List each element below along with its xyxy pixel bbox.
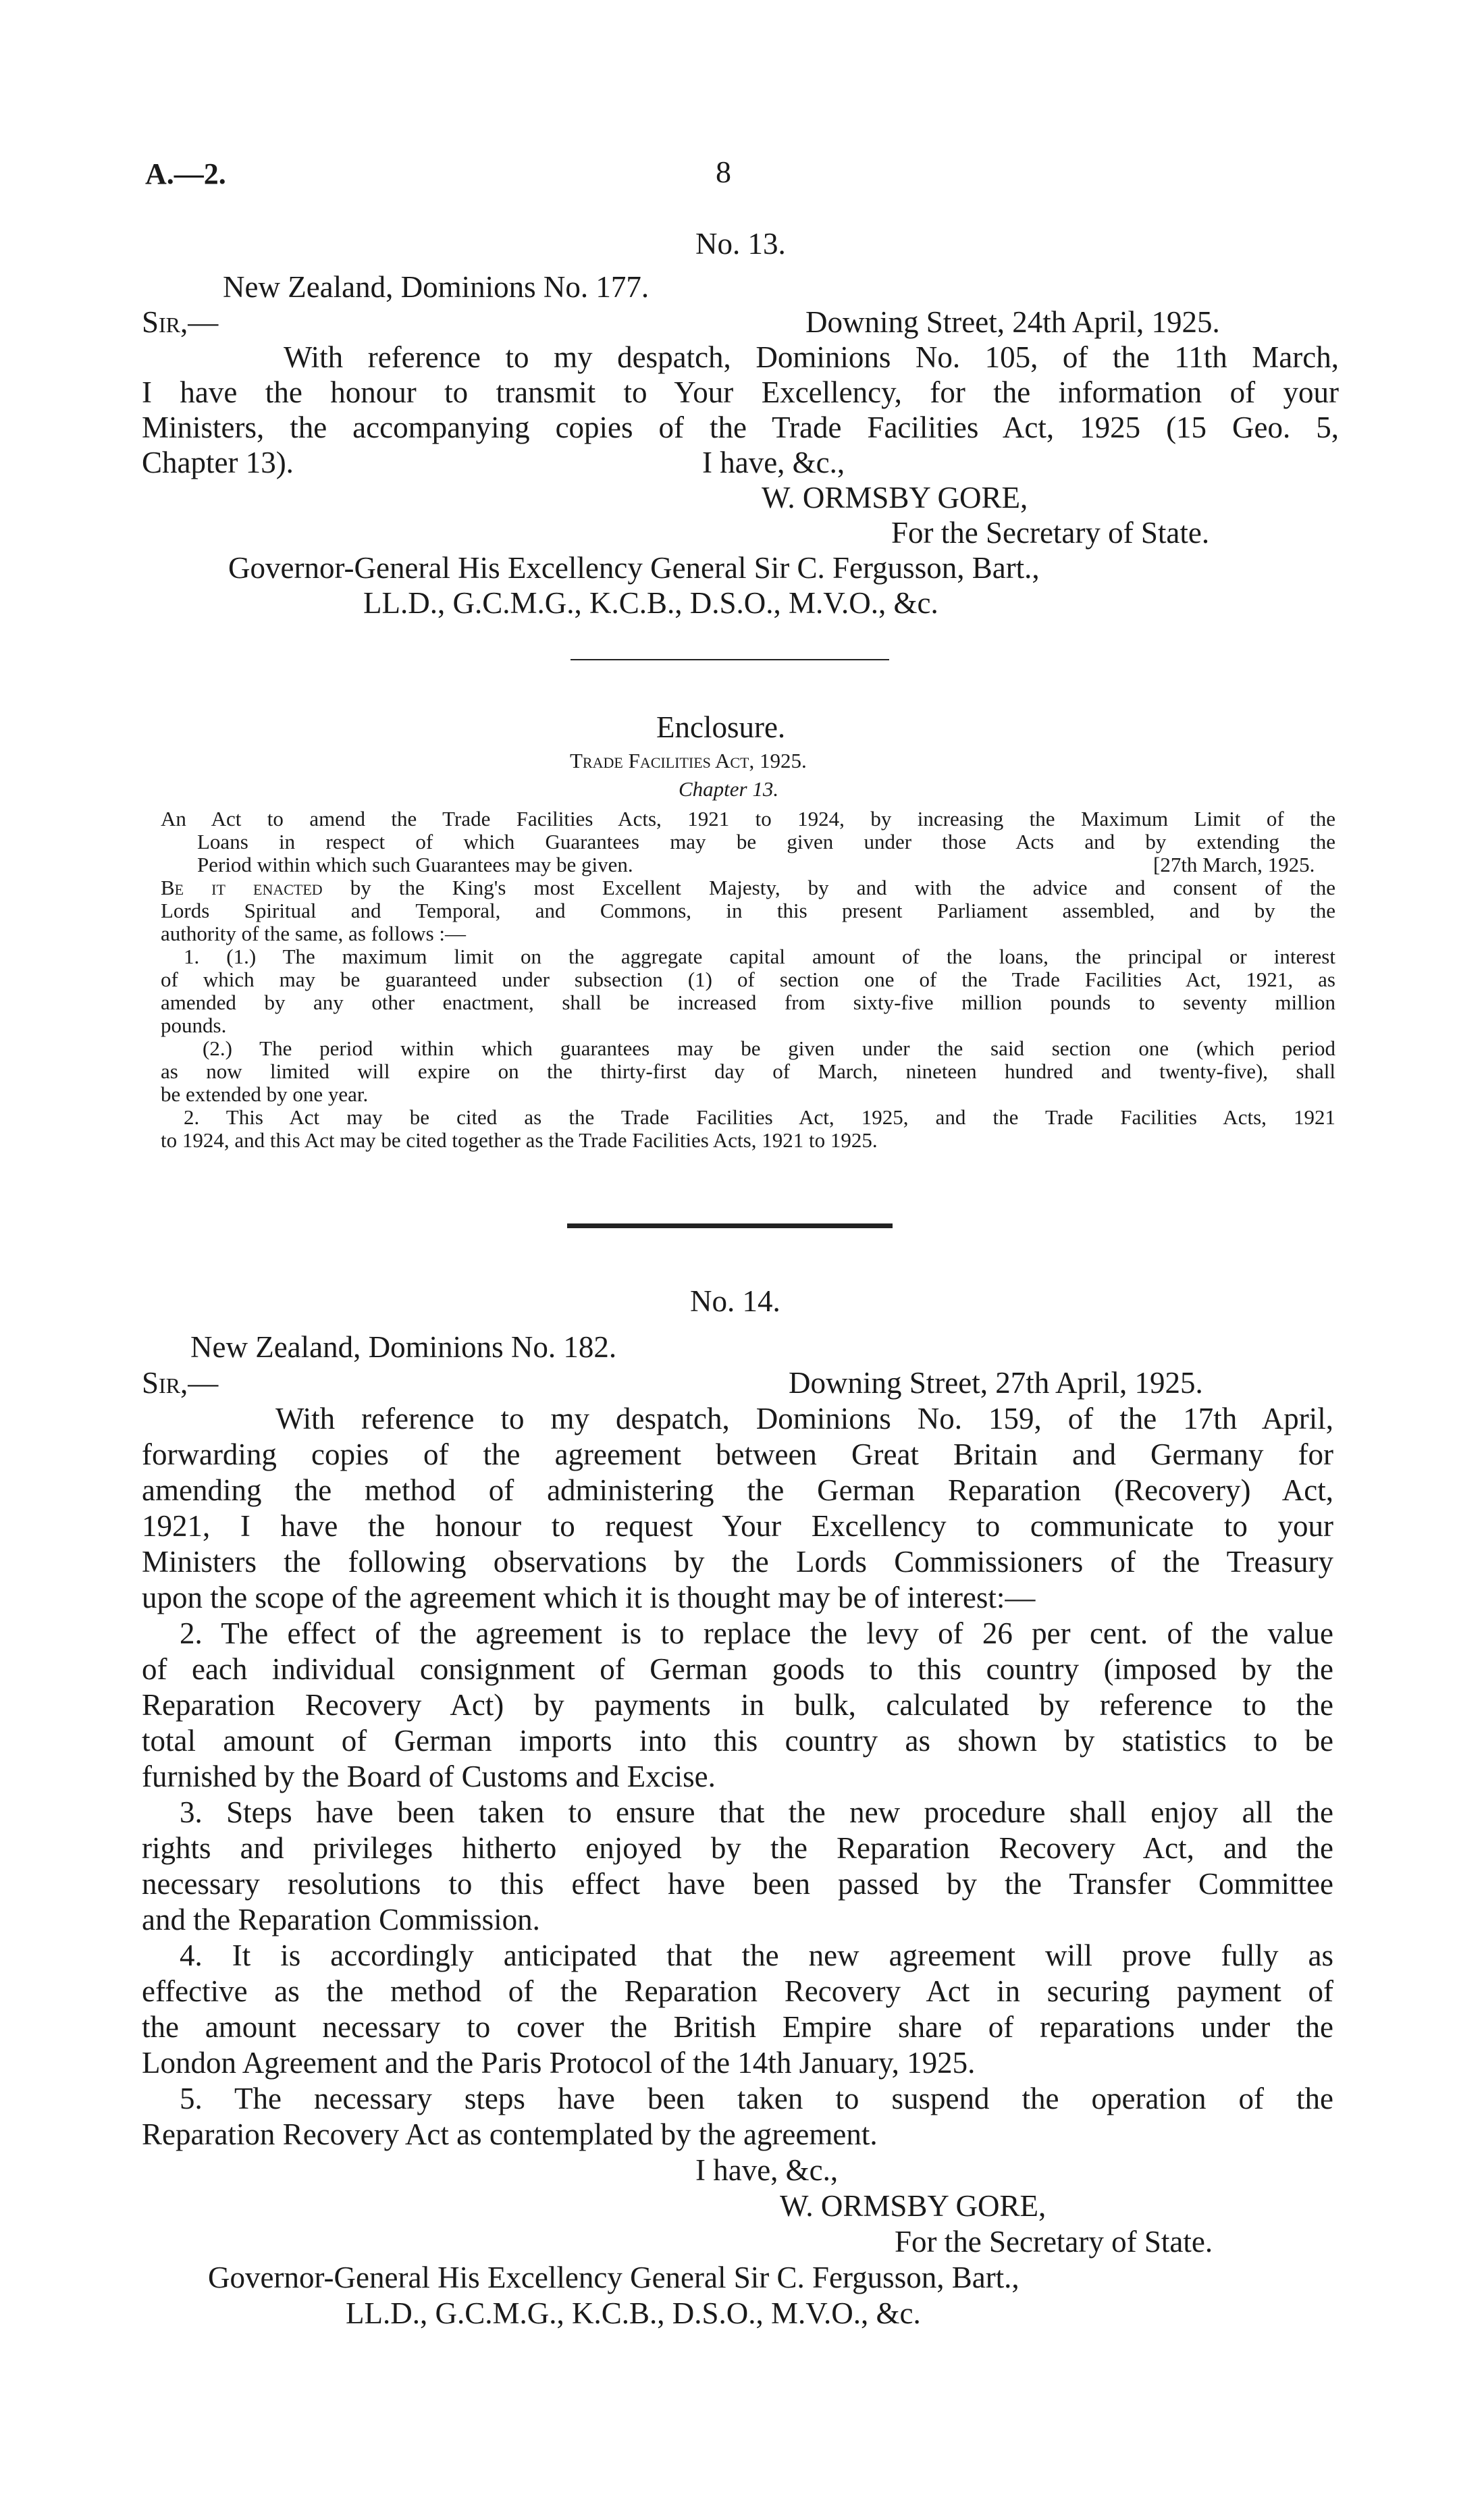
section-line: be extended by one year. [161, 1082, 369, 1106]
enacting-line: authority of the same, as follows :— [161, 922, 466, 945]
preamble-date: [27th March, 1925. [1153, 853, 1315, 876]
enacting-text: by the King's most Excellent Majesty, by and with the advice and consent of the [322, 876, 1335, 899]
section-divider [571, 659, 889, 660]
paragraph-line: upon the scope of the agreement which it is thought may be of interest:— [142, 1581, 1036, 1614]
enclosure-heading: Enclosure. [656, 710, 786, 744]
paragraph-line: necessary resolutions to this effect have been passed by the Transfer Committee [142, 1867, 1333, 1901]
signature-title: For the Secretary of State. [891, 516, 1210, 550]
preamble-line: An Act to amend the Trade Facilities Acts, 1921 to 1924, by increasing the Maximum Limit of the [161, 807, 1335, 830]
salutation: Sir,— [142, 1366, 219, 1400]
paragraph-line: of each individual consignment of German goods to this country (imposed by the [142, 1652, 1333, 1686]
paragraph-line: 1921, I have the honour to request Your Excellency to communicate to your [142, 1509, 1333, 1543]
paragraph-line: amending the method of administering the German Reparation (Recovery) Act, [142, 1473, 1333, 1507]
paragraph-line: 4. It is accordingly anticipated that the new agreement will prove fully as [180, 1939, 1333, 1972]
paragraph-line: rights and privileges hitherto enjoyed by the Reparation Recovery Act, and the [142, 1831, 1333, 1865]
dominion-reference: New Zealand, Dominions No. 177. [223, 270, 650, 304]
paragraph-line: total amount of German imports into this country as shown by statistics to be [142, 1724, 1333, 1758]
letter-number: No. 13. [695, 227, 786, 261]
preamble-line: Period within which such Guarantees may be given. [197, 853, 633, 876]
section-line: as now limited will expire on the thirty-first day of March, nineteen hundred and twenty-five), shall [161, 1059, 1335, 1083]
addressee-honours: LL.D., G.C.M.G., K.C.B., D.S.O., M.V.O., &c. [363, 586, 938, 620]
section-line: 1. (1.) The maximum limit on the aggregate capital amount of the loans, the principal or interest [184, 945, 1335, 968]
paragraph-line: forwarding copies of the agreement between Great Britain and Germany for [142, 1438, 1333, 1471]
act-title: Trade Facilities Act, 1925. [570, 749, 807, 772]
addressee-honours: LL.D., G.C.M.G., K.C.B., D.S.O., M.V.O., &c. [346, 2296, 921, 2330]
section-line: pounds. [161, 1013, 227, 1037]
signature-title: For the Secretary of State. [895, 2225, 1213, 2259]
paragraph-line: Reparation Recovery Act as contemplated by the agreement. [142, 2117, 878, 2151]
body-line: With reference to my despatch, Dominions No. 105, of the 11th March, [284, 340, 1339, 374]
preamble-line: Loans in respect of which Guarantees may be given under those Acts and by extending the [197, 830, 1335, 853]
enacting-clause [161, 876, 1335, 899]
paragraph-line: 5. The necessary steps have been taken to suspend the operation of the [180, 2082, 1333, 2115]
letter-number: No. 14. [690, 1284, 780, 1318]
body-line: I have the honour to transmit to Your Excellency, for the information of your [142, 375, 1339, 409]
paragraph-line: London Agreement and the Paris Protocol of the 14th January, 1925. [142, 2046, 976, 2080]
signature: W. ORMSBY GORE, [762, 481, 1028, 515]
body-line: Chapter 13). [142, 446, 294, 479]
signature: W. ORMSBY GORE, [780, 2189, 1046, 2223]
closing: I have, &c., [695, 2153, 839, 2187]
paragraph-line: Reparation Recovery Act) by payments in bulk, calculated by reference to the [142, 1688, 1333, 1722]
page-number: 8 [716, 155, 731, 189]
paragraph-line: With reference to my despatch, Dominions No. 159, of the 17th April, [275, 1402, 1333, 1435]
closing: I have, &c., [702, 446, 845, 479]
enacting-lead: Be it enacted [161, 876, 323, 899]
place-date: Downing Street, 24th April, 1925. [805, 305, 1220, 339]
paragraph-line: effective as the method of the Reparation Recovery Act in securing payment of [142, 1974, 1333, 2008]
section-line: 2. This Act may be cited as the Trade Facilities Act, 1925, and the Trade Facilities Acts, 1921 [184, 1105, 1335, 1129]
addressee: Governor-General His Excellency General Sir C. Fergusson, Bart., [228, 551, 1040, 585]
section-line: (2.) The period within which guarantees may be given under the said section one (which period [203, 1036, 1335, 1060]
body-line: Ministers, the accompanying copies of the Trade Facilities Act, 1925 (15 Geo. 5, [142, 411, 1339, 444]
enacting-line: Lords Spiritual and Temporal, and Commons, in this present Parliament assembled, and by the [161, 899, 1335, 922]
paragraph-line: 2. The effect of the agreement is to replace the levy of 26 per cent. of the value [180, 1616, 1333, 1650]
paragraph-line: 3. Steps have been taken to ensure that the new procedure shall enjoy all the [180, 1795, 1333, 1829]
paragraph-line: Ministers the following observations by the Lords Commissioners of the Treasury [142, 1545, 1333, 1579]
paragraph-line: furnished by the Board of Customs and Excise. [142, 1760, 716, 1793]
paragraph-line: and the Reparation Commission. [142, 1903, 540, 1936]
document-reference: A.—2. [145, 157, 226, 190]
section-line: to 1924, and this Act may be cited together as the Trade Facilities Acts, 1921 to 1925. [161, 1128, 878, 1152]
section-line: of which may be guaranteed under subsection (1) of section one of the Trade Facilities Act, 1921, as [161, 968, 1335, 991]
salutation: Sir,— [142, 305, 219, 339]
chapter-label: Chapter 13. [679, 777, 779, 801]
place-date: Downing Street, 27th April, 1925. [789, 1366, 1203, 1400]
dominion-reference: New Zealand, Dominions No. 182. [190, 1330, 617, 1364]
thick-divider [567, 1223, 893, 1228]
paragraph-line: the amount necessary to cover the British Empire share of reparations under the [142, 2010, 1333, 2044]
addressee: Governor-General His Excellency General Sir C. Fergusson, Bart., [208, 2261, 1019, 2294]
section-line: amended by any other enactment, shall be increased from sixty-five million pounds to seventy million [161, 991, 1335, 1014]
